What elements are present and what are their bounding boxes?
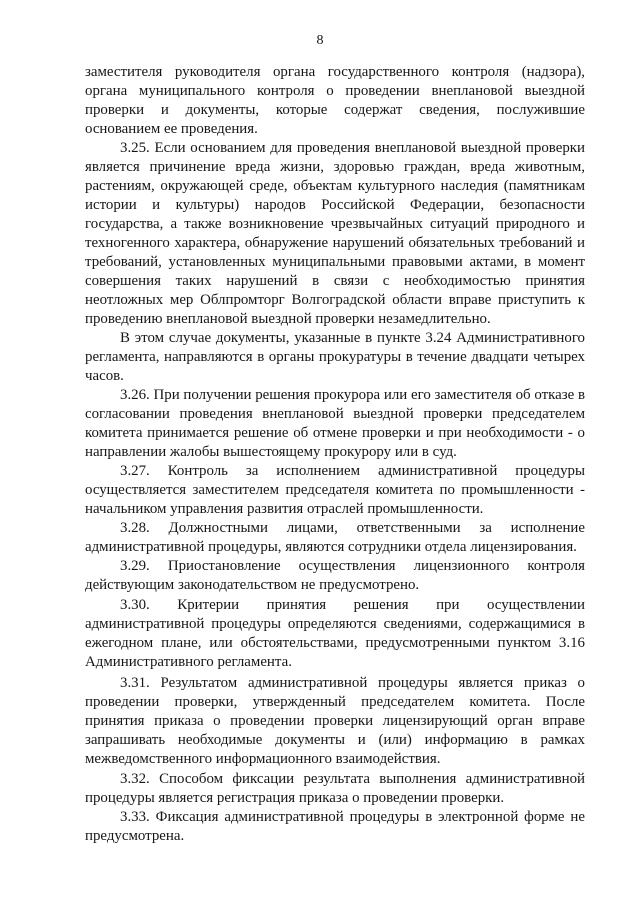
paragraph-3-30: 3.30. Критерии принятия решения при осуществлении административной процедуры определяются сведениями, содержащимися в ежегодном плане, или обстоятельствами, предусмотренными пунктом 3.16 Административного регламента.	[85, 597, 585, 670]
paragraph-continuation: заместителя руководителя органа государственного контроля (надзора), органа муниципального контроля о проведении внеплановой выездной проверки и документы, которые содержат сведения, послужившие основанием ее проведения.	[85, 64, 585, 137]
paragraph-3-33: 3.33. Фиксация административной процедуры в электронной форме не предусмотрена.	[85, 809, 585, 844]
document-body	[85, 63, 585, 846]
paragraph-3-28: 3.28. Должностными лицами, ответственными за исполнение административной процедуры, являются сотрудники отдела лицензирования.	[85, 520, 585, 555]
paragraph-3-32: 3.32. Способом фиксации результата выполнения административной процедуры является регистрация приказа о проведении проверки.	[85, 771, 585, 806]
page-number: 8	[316, 33, 324, 48]
paragraph-3-26: 3.26. При получении решения прокурора или его заместителя об отказе в согласовании проведения внеплановой выездной проверки председателем комитета принимается решение об отмене проверки и при необходимости - о направлении жалобы вышестоящему прокурору или в суд.	[85, 387, 585, 460]
paragraph-3-31: 3.31. Результатом административной процедуры является приказ о проведении проверки, утвержденный председателем комитета. После принятия приказа о проведении проверки лицензирующий орган вправе запрашивать необходимые документы и (или) информацию в рамках межведомственного информационного взаимодействия.	[85, 675, 585, 767]
paragraph-3-27: 3.27. Контроль за исполнением административной процедуры осуществляется заместителем председателя комитета по промышленности - начальником управления развития отраслей промышленности.	[85, 463, 585, 517]
paragraph-3-25: 3.25. Если основанием для проведения внеплановой выездной проверки является причинение вреда жизни, здоровью граждан, вреда животным, растениям, окружающей среде, объектам культурного наследия (памятникам истории и культуры) народов Российской Федерации, безопасности государства, а также возникновение чрезвычайных ситуаций природного и техногенного характера, обнаружение нарушений обязательных требований и требований, установленных муниципальными правовыми актами, в момент совершения таких нарушений в связи с необходимостью принятия неотложных мер Облпромторг Волгоградской области вправе приступить к проведению внеплановой выездной проверки незамедлительно.	[85, 140, 585, 327]
paragraph-3-25-note: В этом случае документы, указанные в пункте 3.24 Административного регламента, направляются в органы прокуратуры в течение двадцати четырех часов.	[85, 330, 585, 384]
paragraph-3-29: 3.29. Приостановление осуществления лицензионного контроля действующим законодательством не предусмотрено.	[85, 558, 585, 593]
